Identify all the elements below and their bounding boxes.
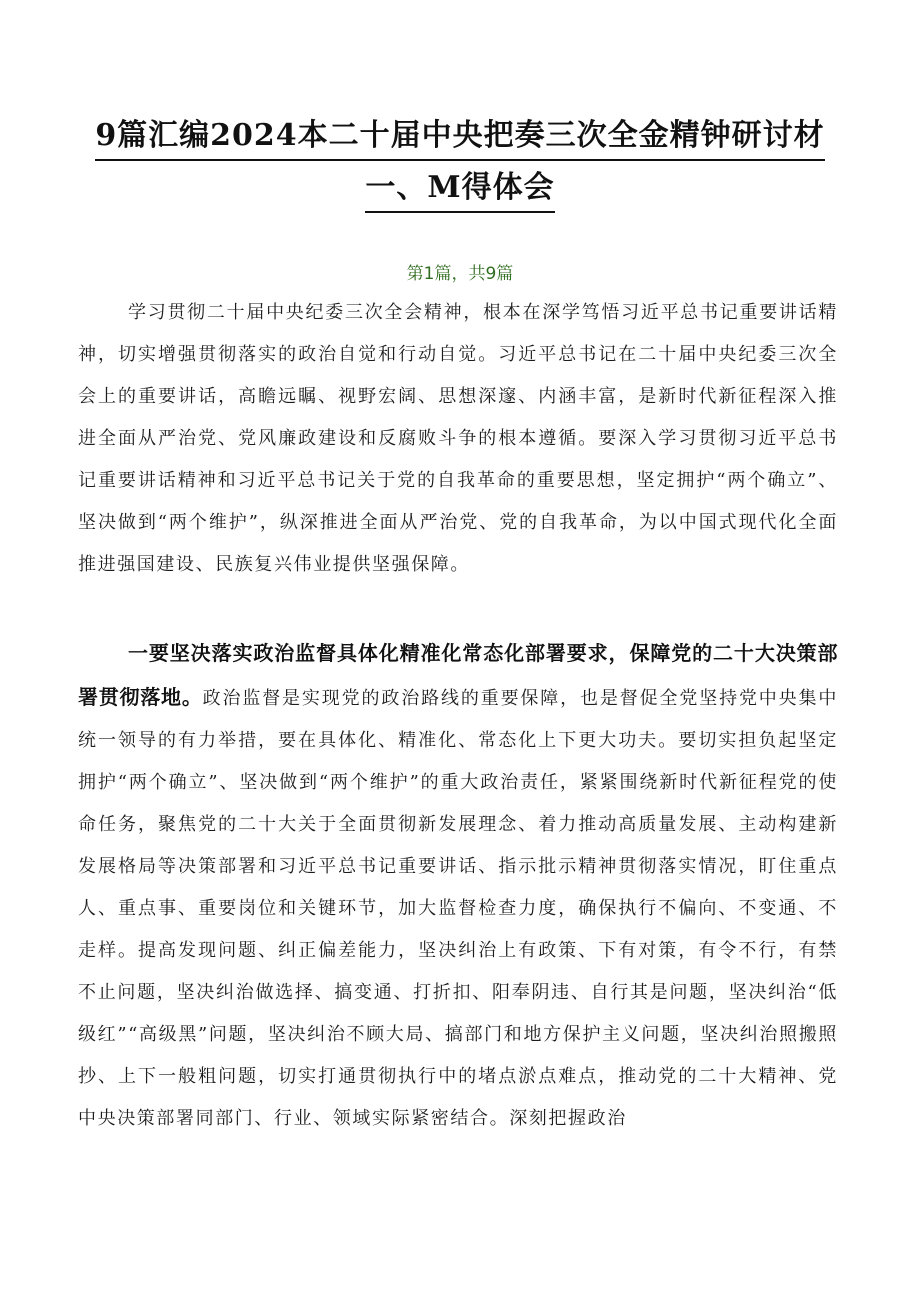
paragraph-1: 学习贯彻二十届中央纪委三次全会精神，根本在深学笃悟习近平总书记重要讲话精神，切实增强贯彻落实的政治自觉和行动自觉。习近平总书记在二十届中央纪委三次全会上的重要讲话，高瞻远瞩、视野宏阔、思想深邃、内涵丰富，是新时代新征程深入推进全面从严治党、党风廉政建设和反腐败斗争的根本遵循。要深入学习贯彻习近平总书记重要讲话精神和习近平总书记关于党的自我革命的重要思想，坚定拥护“两个确立”、坚决做到“两个维护”，纵深推进全面从严治党、党的自我革命，为以中国式现代化全面推进强国建设、民族复兴伟业提供坚强保障。 — [78, 302, 838, 575]
document-title — [60, 110, 860, 214]
article-counter: 第1篇，共9篇 — [406, 264, 514, 284]
title-line-2: 一、M得体会 — [365, 165, 554, 213]
paragraph-2-body: 政治监督是实现党的政治路线的重要保障，也是督促全党坚持党中央集中统一领导的有力举措，要在具体化、精准化、常态化上下更大功夫。要切实担负起坚定拥护“两个确立”、坚决做到“两个维护”的重大政治责任，紧紧围绕新时代新征程党的使命任务，聚焦党的二十大关于全面贯彻新发展理念、着力推动高质量发展、主动构建新发展格局等决策部署和习近平总书记重要讲话、指示批示精神贯彻落实情况，盯住重点人、重点事、重要岗位和关键环节，加大监督检查力度，确保执行不偏向、不变通、不走样。提高发现问题、纠正偏差能力，坚决纠治上有政策、下有对策，有令不行，有禁不止问题，坚决纠治做选择、搞变通、打折扣、阳奉阴违、自行其是问题，坚决纠治“低级红”“高级黑”问题，坚决纠治不顾大局、搞部门和地方保护主义问题，坚决纠治照搬照抄、上下一般粗问题，切实打通贯彻执行中的堵点淤点难点，推动党的二十大精神、党中央决策部署同部门、行业、领域实际紧密结合。深刻把握政治 — [78, 688, 838, 1129]
title-line-1: 9篇汇编2024本二十届中央把奏三次全金精钟研讨材 — [95, 113, 824, 161]
paragraph-2-lead: 一要坚决落实政治监督具体化精准化常态化部署要求，保障党的二十大决策部署贯彻落地。 — [78, 641, 838, 709]
paragraph-2 — [78, 632, 838, 1140]
